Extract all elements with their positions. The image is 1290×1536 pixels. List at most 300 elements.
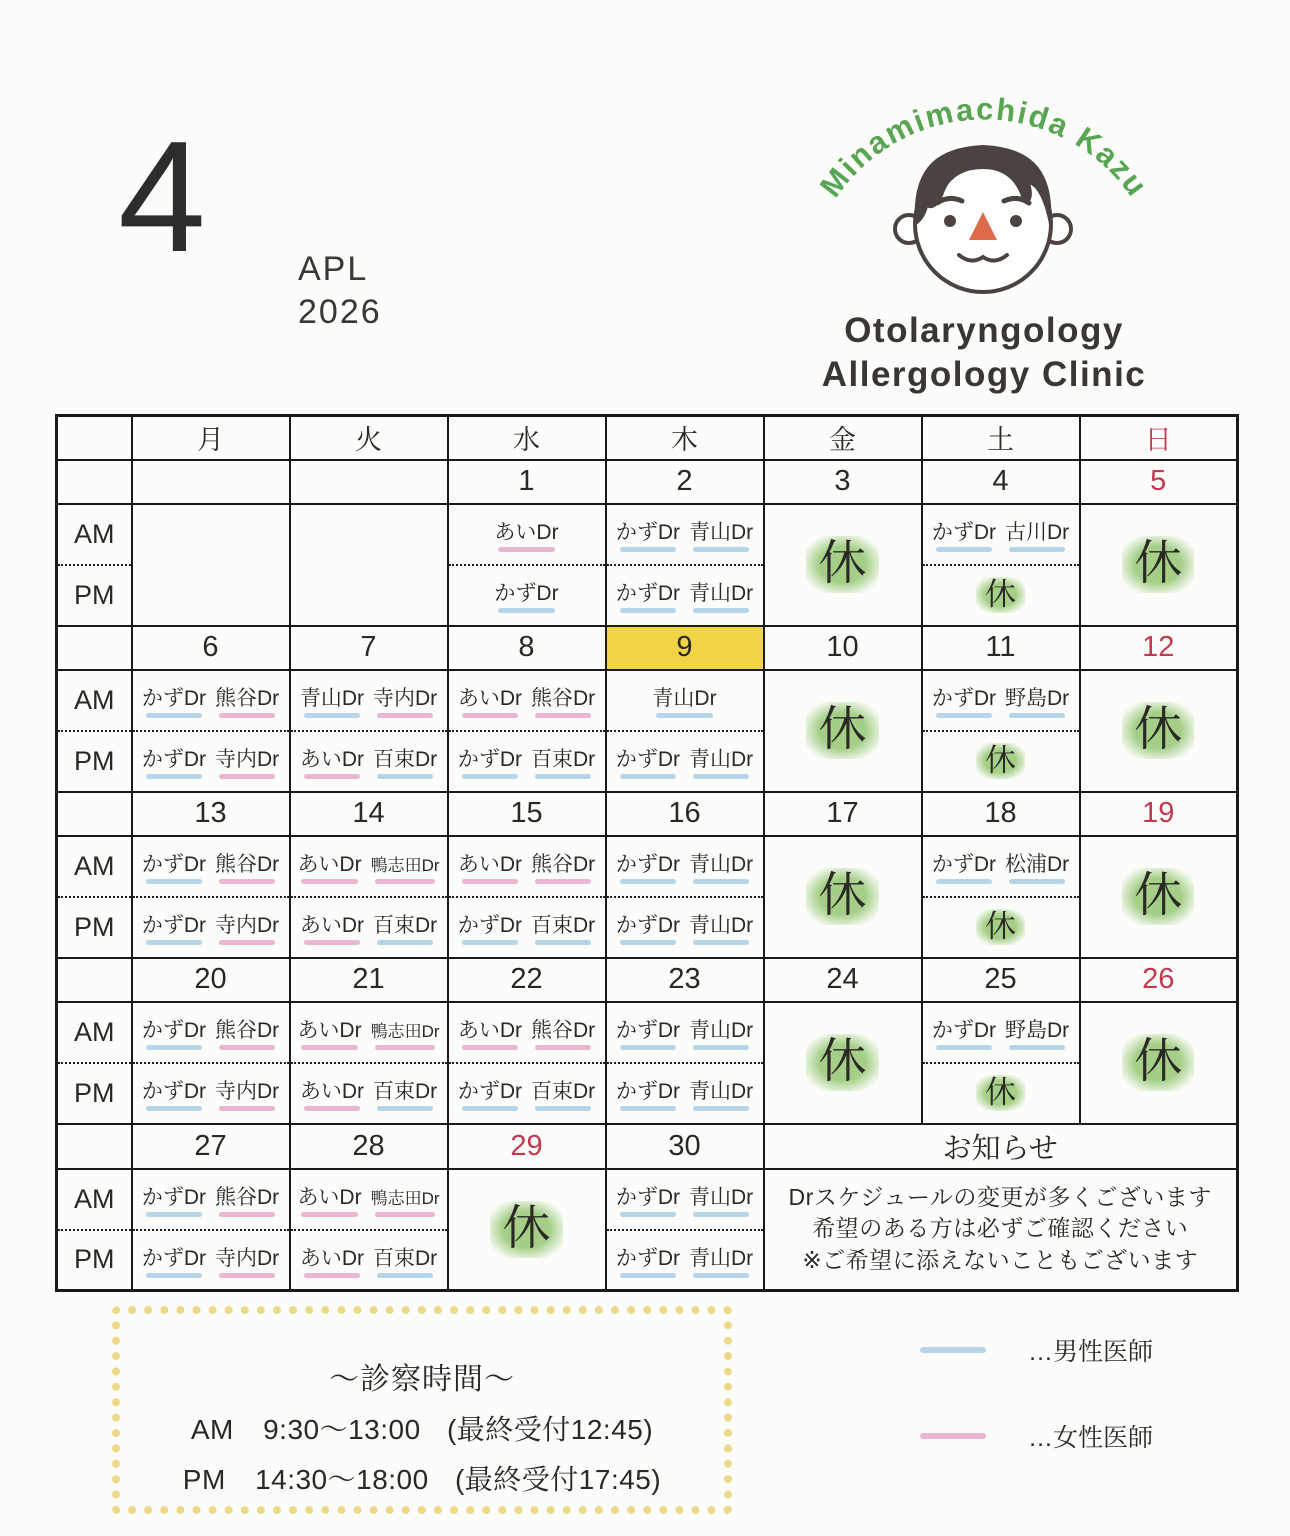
doctor-entry [371,1017,440,1050]
hours-pm-time: 14:30～18:00 [255,1464,429,1495]
female-doctor-underline [375,1212,436,1217]
doctor-name: 野島Dr [1005,1019,1070,1042]
doctor-name: かずDr [615,748,680,771]
male-doctor-underline [377,940,433,945]
female-doctor-underline [219,774,275,779]
pm-schedule-cell [922,731,1080,792]
doctor-name: 古川Dr [1005,521,1070,544]
doctor-entry [531,682,595,718]
doctor-list [452,848,602,884]
notice-line: Drスケジュールの変更が多くございます [788,1183,1212,1210]
doctor-name: かずDr [615,914,680,937]
date-row-spacer [57,1124,132,1169]
pm-schedule-cell [132,1230,290,1291]
female-doctor-underline [219,879,275,884]
closed-mark: 休 [1122,1034,1194,1091]
doctor-list [610,516,760,552]
date-cell: 10 [764,626,922,670]
male-doctor-underline [535,774,591,779]
logo-line1: Otolaryngology [844,311,1124,350]
doctor-entry [689,516,753,552]
female-doctor-underline [535,879,591,884]
closed-mark: 休 [1122,536,1194,593]
doctor-entry [458,1075,522,1111]
doctor-name: 青山Dr [652,687,717,710]
date-row-spacer [57,626,132,670]
date-cell: 17 [764,792,922,836]
doctor-name: かずDr [141,1019,206,1042]
doctor-list [136,682,286,718]
male-doctor-underline [936,713,992,718]
legend-row-female [920,1416,1153,1456]
date-cell [290,460,448,504]
pm-schedule-cell [606,731,764,792]
doctor-name: 百束Dr [373,748,438,771]
time-label-am: AM [57,836,132,897]
doctor-entry [531,909,595,945]
doctor-entry [1005,848,1069,884]
doctor-entry [494,516,558,552]
notice-line: ※ご希望に添えないこともございます [802,1247,1199,1274]
day-header-row [57,416,1238,460]
doctor-name: 熊谷Dr [531,687,596,710]
date-cell: 12 [1080,626,1238,670]
doctor-entry [932,516,996,552]
date-cell: 20 [132,958,290,1002]
hours-line-am [120,1408,724,1448]
pm-schedule-cell [290,731,448,792]
doctor-name: 野島Dr [1005,687,1070,710]
doctor-entry [932,682,996,718]
male-doctor-underline [620,1106,676,1111]
doctor-name: あいDr [297,1186,362,1209]
doctor-name: かずDr [494,582,559,605]
doctor-name: 青山Dr [689,1080,754,1103]
doctor-name: かずDr [141,687,206,710]
logo-arc-text: Minamimachida Kazu [812,91,1156,204]
male-doctor-underline [535,1106,591,1111]
clinic-logo-graphic [768,52,1200,408]
female-doctor-underline [304,1106,360,1111]
week-2-pm-row [57,731,1238,792]
doctor-entry [494,577,558,613]
male-doctor-underline [535,940,591,945]
date-cell: 13 [132,792,290,836]
day-header-日: 日 [1080,416,1238,460]
logo-line2: Allergology Clinic [821,355,1147,394]
closed-day-cell [764,670,922,792]
female-doctor-underline [498,547,554,552]
doctor-entry [215,743,279,779]
male-doctor-underline [146,1212,202,1217]
am-schedule-cell [606,1169,764,1230]
closed-day-cell [1080,836,1238,958]
male-doctor-underline [146,1045,202,1050]
am-schedule-cell [922,504,1080,565]
closed-mark: 休 [806,702,878,759]
doctor-list [136,743,286,779]
male-doctor-underline [146,774,202,779]
female-doctor-underline [375,1045,436,1050]
doctor-entry [689,1075,753,1111]
date-cell: 9 [606,626,764,670]
time-label-pm: PM [57,731,132,792]
day-header-土: 土 [922,416,1080,460]
calendar [55,414,1239,1292]
male-doctor-underline [1009,879,1065,884]
male-doctor-underline [377,774,433,779]
doctor-entry [300,1075,364,1111]
female-doctor-underline [304,1273,360,1278]
female-doctor-underline [377,713,433,718]
doctor-name: かずDr [615,1019,680,1042]
closed-day-cell [1080,1002,1238,1124]
clinic-logo [768,52,1200,408]
doctor-list [294,1242,444,1278]
doctor-entry [300,743,364,779]
doctor-entry [616,516,680,552]
doctor-entry [215,682,279,718]
date-cell [132,460,290,504]
doctor-entry [689,848,753,884]
male-doctor-underline [620,1273,676,1278]
male-doctor-underline [693,608,749,613]
date-cell: 11 [922,626,1080,670]
week-5-am-row [57,1169,1238,1230]
male-doctor-underline [462,774,518,779]
doctor-entry [373,682,437,718]
week-2-am-row [57,670,1238,731]
week-2-date-row [57,626,1238,670]
closed-day-cell [1080,670,1238,792]
doctor-list [294,1075,444,1111]
doctor-entry [215,1242,279,1278]
male-doctor-underline [936,1045,992,1050]
doctor-list [136,1014,286,1050]
am-schedule-cell [132,670,290,731]
pm-schedule-cell [922,897,1080,958]
doctor-entry [932,1014,996,1050]
week-3-am-row [57,836,1238,897]
male-doctor-underline [1009,713,1065,718]
male-doctor-underline [146,1106,202,1111]
doctor-entry [616,1181,680,1217]
am-schedule-cell [290,836,448,897]
doctor-name: 鴨志田Dr [370,1189,440,1208]
date-cell: 29 [448,1124,606,1169]
pm-schedule-cell [448,731,606,792]
male-doctor-underline [693,940,749,945]
doctor-name: 鴨志田Dr [370,1022,440,1041]
week-4-date-row [57,958,1238,1002]
male-doctor-underline [304,713,360,718]
am-schedule-cell [290,670,448,731]
doctor-entry [1005,1014,1069,1050]
date-cell: 15 [448,792,606,836]
doctor-name: 青山Dr [689,914,754,937]
week-4-pm-row [57,1063,1238,1124]
closed-mark: 休 [976,1075,1025,1111]
doctor-name: 青山Dr [689,1186,754,1209]
doctor-entry [531,1014,595,1050]
empty-day-cell [132,504,290,626]
time-label-pm: PM [57,897,132,958]
doctor-name: 青山Dr [689,853,754,876]
doctor-list [136,909,286,945]
time-label-am: AM [57,1002,132,1063]
hours-am-time: 9:30～13:00 [263,1414,421,1445]
date-row-spacer [57,792,132,836]
doctor-entry [689,743,753,779]
week-1-date-row [57,460,1238,504]
doctor-name: 百束Dr [373,1246,438,1270]
doctor-entry [297,1014,361,1050]
doctor-name: 青山Dr [689,521,754,544]
doctor-name: 熊谷Dr [215,1019,280,1042]
doctor-entry [531,848,595,884]
doctor-list [610,1242,760,1278]
doctor-list [136,1181,286,1217]
time-label-am: AM [57,504,132,565]
doctor-name: かずDr [141,914,206,937]
am-schedule-cell [448,836,606,897]
male-doctor-underline [936,547,992,552]
doctor-list [610,577,760,613]
doctor-name: 松浦Dr [1005,853,1070,876]
doctor-name: あいDr [297,1019,362,1042]
time-label-pm: PM [57,1063,132,1124]
notice-line: 希望のある方は必ずご確認ください [812,1215,1189,1242]
doctor-name: かずDr [615,853,680,876]
doctor-list [452,743,602,779]
day-header-木: 木 [606,416,764,460]
doctor-list [610,1075,760,1111]
doctor-name: かずDr [457,914,522,937]
day-header-火: 火 [290,416,448,460]
male-doctor-underline [693,879,749,884]
doctor-list [294,682,444,718]
male-doctor-underline [498,608,554,613]
doctor-name: 鴨志田Dr [370,856,440,875]
doctor-entry [689,577,753,613]
male-doctor-underline [146,713,202,718]
doctor-name: 百束Dr [531,914,596,937]
doctor-name: 百束Dr [531,748,596,771]
doctor-entry [458,682,522,718]
legend-label-female: …女性医師 [1028,1424,1154,1452]
doctor-entry [373,1075,437,1111]
doctor-name: 青山Dr [689,1019,754,1042]
male-doctor-underline [620,774,676,779]
doctor-list [926,848,1076,884]
male-doctor-underline [620,879,676,884]
date-cell: 30 [606,1124,764,1169]
pm-schedule-cell [606,897,764,958]
doctor-entry [616,909,680,945]
male-doctor-underline [462,1106,518,1111]
day-header-月: 月 [132,416,290,460]
closed-day-cell [764,836,922,958]
hours-line-pm [120,1458,724,1498]
pm-schedule-cell [922,1063,1080,1124]
pm-schedule-cell [606,1230,764,1291]
date-cell: 1 [448,460,606,504]
doctor-entry [215,1075,279,1111]
doctor-name: かずDr [141,853,206,876]
day-header-金: 金 [764,416,922,460]
doctor-name: あいDr [457,687,522,710]
am-schedule-cell [132,1002,290,1063]
doctor-name: かずDr [931,521,996,544]
male-doctor-underline [693,1106,749,1111]
female-doctor-underline [219,1106,275,1111]
pm-schedule-cell [132,1063,290,1124]
doctor-list [926,1014,1076,1050]
doctor-list [610,743,760,779]
am-schedule-cell [922,670,1080,731]
closed-mark: 休 [976,743,1025,779]
notice-header: お知らせ [764,1124,1238,1169]
date-cell: 27 [132,1124,290,1169]
doctor-entry [616,1014,680,1050]
date-cell: 6 [132,626,290,670]
date-cell: 2 [606,460,764,504]
doctor-list [294,848,444,884]
doctor-entry [616,1242,680,1278]
notice-body [764,1169,1238,1291]
male-doctor-underline [1009,547,1065,552]
week-5-date-row [57,1124,1238,1169]
doctor-entry [142,1181,206,1217]
date-cell: 22 [448,958,606,1002]
closed-day-cell [764,504,922,626]
doctor-entry [932,848,996,884]
doctor-name: 青山Dr [689,1246,754,1270]
female-doctor-underline [301,1045,357,1050]
hours-title: ～診察時間～ [329,1363,515,1396]
female-doctor-underline [462,1045,518,1050]
doctor-entry [371,851,440,884]
pm-schedule-cell [606,1063,764,1124]
male-doctor-underline [1009,1045,1065,1050]
male-doctor-underline [620,547,676,552]
female-doctor-underline [219,1045,275,1050]
doctor-name: あいDr [297,853,362,876]
closed-mark: 休 [976,909,1025,945]
am-schedule-cell [606,504,764,565]
doctor-name: 熊谷Dr [215,1186,280,1209]
female-doctor-underline [219,713,275,718]
legend-row-male [920,1330,1153,1370]
doctor-name: 寺内Dr [215,914,280,937]
doctor-list [452,516,602,552]
doctor-name: かずDr [457,748,522,771]
doctor-entry [616,743,680,779]
doctor-name: かずDr [931,853,996,876]
pm-schedule-cell [290,1230,448,1291]
closed-day-cell [448,1169,606,1291]
closed-mark: 休 [1122,702,1194,759]
time-label-am: AM [57,1169,132,1230]
closed-mark: 休 [490,1201,562,1258]
male-doctor-underline [936,879,992,884]
date-cell: 3 [764,460,922,504]
doctor-name: 熊谷Dr [215,687,280,710]
doctor-name: かずDr [615,521,680,544]
closed-day-cell [764,1002,922,1124]
female-doctor-underline [462,879,518,884]
doctor-list [926,516,1076,552]
male-doctor-underline [620,940,676,945]
doctor-entry [689,1242,753,1278]
doctor-list [136,1075,286,1111]
time-label-pm: PM [57,1230,132,1291]
am-schedule-cell [606,670,764,731]
closed-mark: 休 [1122,868,1194,925]
female-doctor-underline [462,713,518,718]
doctor-entry [616,1075,680,1111]
male-doctor-underline [693,1212,749,1217]
doctor-entry [1005,516,1069,552]
date-row-spacer [57,958,132,1002]
doctor-name: かずDr [457,1080,522,1103]
doctor-name: かずDr [141,748,206,771]
calendar-table [55,414,1239,1292]
date-cell: 24 [764,958,922,1002]
month-abbr: APL [298,250,369,288]
pm-schedule-cell [132,897,290,958]
calendar-table-body [57,416,1238,1291]
doctor-list [452,909,602,945]
time-label-pm: PM [57,565,132,626]
doctor-name: 青山Dr [299,687,364,710]
doctor-entry [300,1242,364,1278]
doctor-entry [373,909,437,945]
doctor-entry [458,1014,522,1050]
doctor-list [452,577,602,613]
doctor-list [610,909,760,945]
am-schedule-cell [448,670,606,731]
doctor-name: 百束Dr [373,914,438,937]
month-year-label [298,248,382,333]
doctor-entry [689,1014,753,1050]
doctor-entry [300,682,364,718]
am-schedule-cell [132,1169,290,1230]
am-schedule-cell [922,1002,1080,1063]
pm-schedule-cell [606,565,764,626]
doctor-list [610,1181,760,1217]
male-doctor-underline [620,1212,676,1217]
doctor-name: 百束Dr [373,1080,438,1103]
hours-box [112,1306,732,1514]
doctor-list [610,682,760,718]
male-doctor-underline [146,1273,202,1278]
date-cell: 16 [606,792,764,836]
date-cell: 23 [606,958,764,1002]
pm-schedule-cell [132,731,290,792]
doctor-name: 寺内Dr [215,1246,280,1270]
doctor-entry [616,577,680,613]
doctor-entry [142,1242,206,1278]
doctor-entry [142,909,206,945]
week-4-am-row [57,1002,1238,1063]
doctor-list [294,1181,444,1217]
doctor-entry [689,909,753,945]
doctor-name: かずDr [141,1186,206,1209]
male-doctor-underline [146,879,202,884]
doctor-entry [373,1242,437,1278]
month-number: 4 [118,109,202,285]
